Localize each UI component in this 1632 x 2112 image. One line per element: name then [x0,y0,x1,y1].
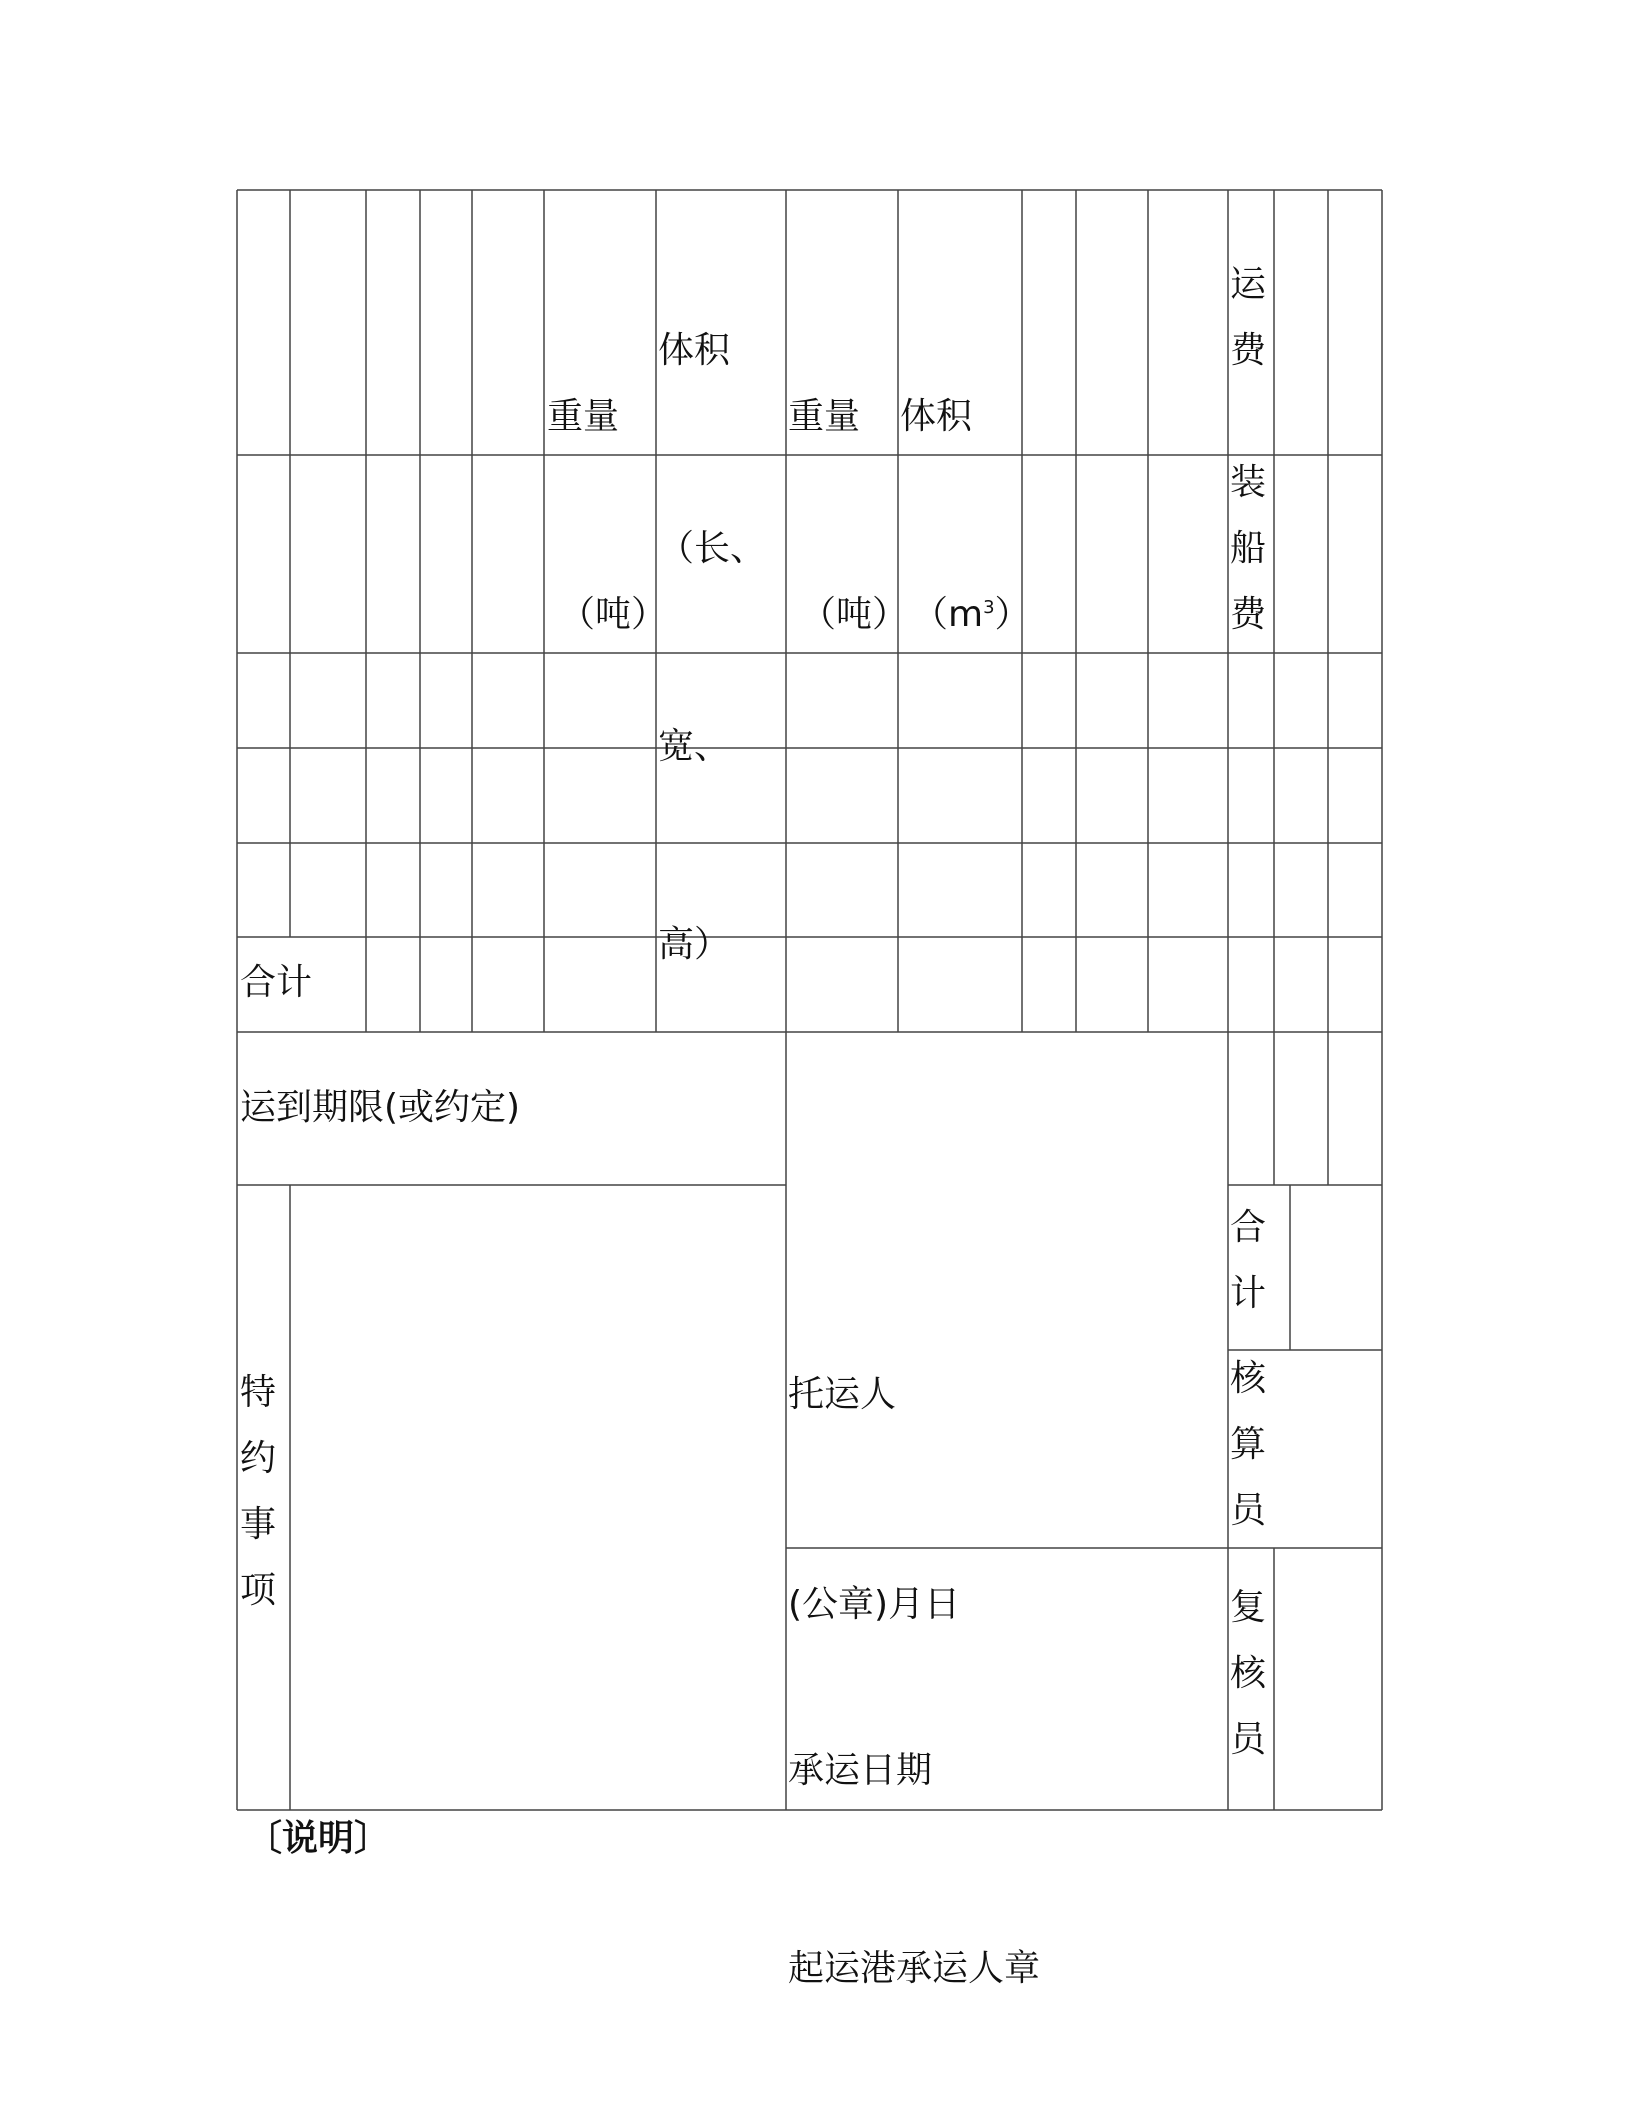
weight-header-1-line2: （吨） [559,594,668,635]
weight-header-2-line1: 重量 [788,396,861,437]
freight-fee-label: 运费 [1230,264,1267,371]
carrier-seal-label: 起运港承运人章 [788,1948,1041,1989]
delivery-deadline-label: 运到期限(或约定) [240,1087,521,1128]
volume-dimensions-line1: 体积 [658,330,731,371]
volume-dimensions-line3: 宽、 [658,726,731,767]
volume-m3-line2 [900,582,1031,648]
volume-dimensions-line2: （长、 [658,528,767,569]
total-row-label: 合计 [240,962,313,1003]
volume-dimensions-header [658,186,766,1044]
volume-m3-superscript: 3 [983,597,995,618]
footer-note: 〔说明〕 [246,1818,391,1859]
weight-header-2-line2: （吨） [800,594,909,635]
weight-header-1-line1: 重量 [547,396,620,437]
accountant-label: 核算员 [1230,1358,1267,1531]
volume-m3-line1: 体积 [900,396,973,437]
weight-header-2 [788,252,908,714]
special-terms-label: 特约事项 [240,1372,277,1611]
carrier-date-label: 承运日期 [788,1750,933,1791]
volume-m3-close: ） [994,594,1031,635]
volume-m3-header [900,252,1031,714]
sum-label: 合计 [1230,1207,1267,1314]
shipper-seal-date: (公章)月日 [788,1584,961,1625]
carrier-block [788,1606,1040,2068]
reviewer-label: 复核员 [1230,1587,1267,1760]
volume-m3-unit: （m [912,594,984,635]
loading-fee-label: 装船费 [1230,462,1267,635]
shipper-label: 托运人 [788,1374,897,1415]
weight-header-1 [547,252,667,714]
volume-dimensions-line4: 高） [658,924,731,965]
